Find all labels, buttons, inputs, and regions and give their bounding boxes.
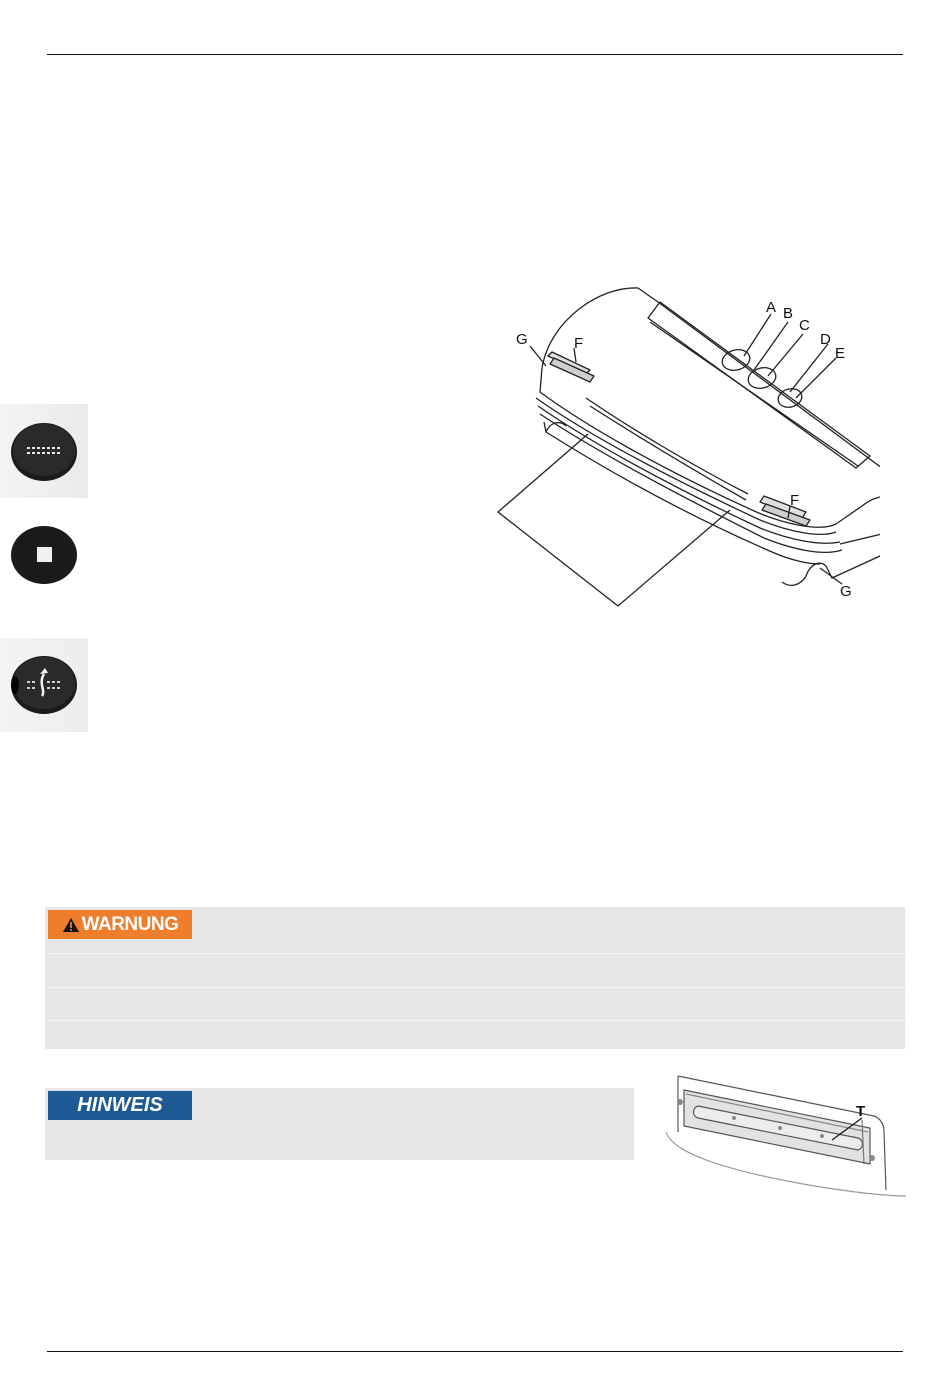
- cut-button-icon-panel: [0, 638, 88, 732]
- warning-badge: [48, 910, 192, 939]
- sealing-strip-drawing: [662, 1072, 906, 1202]
- stop-square-icon: [0, 514, 88, 598]
- label-t: T: [856, 1103, 866, 1120]
- warning-line-1: [45, 953, 905, 954]
- label-b: B: [783, 305, 794, 322]
- stop-button-icon-panel: [0, 514, 88, 598]
- notice-badge: [48, 1091, 192, 1120]
- vacuum-sealer-drawing: [490, 280, 880, 610]
- warning-callout: [45, 907, 905, 1049]
- warning-line-2: [45, 987, 905, 988]
- seal-button-icon-panel: [0, 404, 88, 498]
- seal-dotted-line-icon: [0, 404, 88, 498]
- label-d: D: [820, 331, 831, 348]
- label-g-left: G: [516, 331, 528, 348]
- warning-badge-label: WARNUNG: [81, 913, 179, 935]
- notice-callout: [45, 1088, 634, 1160]
- notice-badge-label: HINWEIS: [77, 1094, 163, 1116]
- label-f-top: F: [574, 335, 584, 352]
- label-g-right: G: [840, 583, 852, 600]
- label-f-bottom: F: [790, 492, 800, 509]
- warning-line-3: [45, 1020, 905, 1021]
- cut-arrow-icon: [0, 638, 88, 732]
- vacuum-sealer-diagram: [490, 280, 880, 610]
- label-a: A: [766, 299, 777, 316]
- header-rule: [47, 54, 903, 55]
- label-e: E: [835, 345, 846, 362]
- label-c: C: [799, 317, 810, 334]
- footer-rule: [47, 1351, 903, 1352]
- sealing-strip-diagram: [662, 1072, 906, 1202]
- warning-triangle-icon: [62, 917, 80, 933]
